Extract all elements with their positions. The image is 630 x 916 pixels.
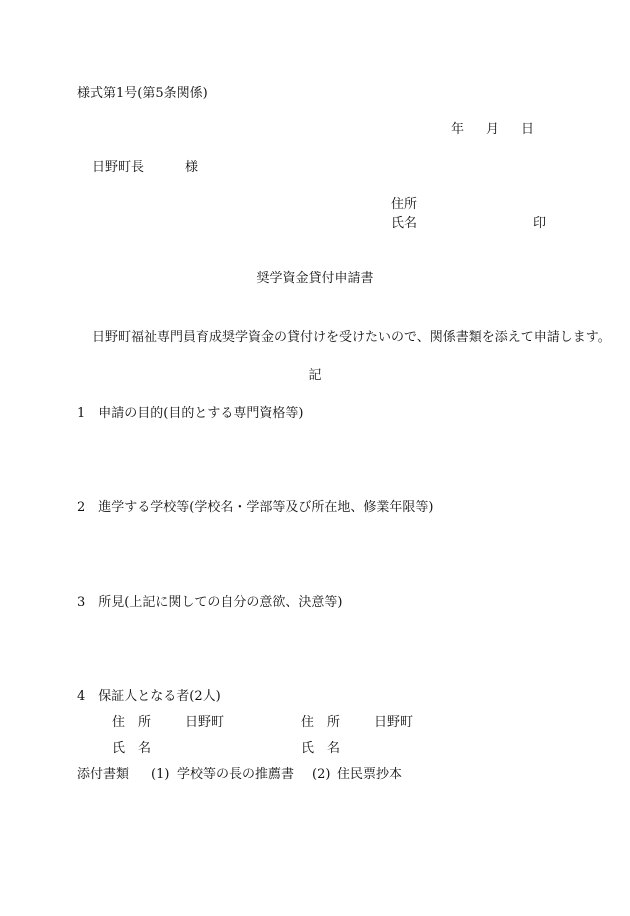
addressee-name: 日野町長	[92, 160, 145, 175]
applicant-seal-label: 印	[533, 216, 547, 231]
guarantor-1-name-label: 氏 名	[112, 741, 152, 756]
applicant-name-label: 氏名	[391, 216, 418, 231]
section-school: 2 進学する学校等(学校名・学部等及び所在地、修業年限等)	[77, 500, 434, 515]
attachment-2-text: 住民票抄本	[337, 767, 403, 782]
section-purpose: 1 申請の目的(目的とする専門資格等)	[77, 406, 304, 421]
section-opinion: 3 所見(上記に関しての自分の意欲、決意等)	[77, 595, 343, 610]
attachments-label: 添付書類	[77, 767, 130, 782]
attachment-1-number: (1)	[151, 767, 170, 782]
guarantor-1-address-label: 住 所	[112, 715, 152, 730]
application-statement: 日野町福祉専門員育成奨学資金の貸付けを受けたいので、関係書類を添えて申請します。	[92, 330, 611, 345]
date-day-label: 日	[521, 122, 535, 137]
attachment-1-text: 学校等の長の推薦書	[177, 767, 295, 782]
guarantor-1-address-value: 日野町	[185, 715, 225, 730]
document-title: 奨学資金貸付申請書	[256, 271, 374, 286]
form-number: 様式第1号(第5条関係)	[77, 86, 208, 101]
guarantor-2-address-label: 住 所	[301, 715, 341, 730]
section-guarantors: 4 保証人となる者(2人)	[77, 689, 221, 704]
guarantor-2-name-label: 氏 名	[301, 741, 341, 756]
applicant-address-label: 住所	[391, 197, 418, 212]
addressee-honorific: 様	[185, 160, 199, 175]
date-year-label: 年	[451, 122, 465, 137]
guarantor-2-address-value: 日野町	[374, 715, 414, 730]
attachment-2-number: (2)	[312, 767, 331, 782]
ki-heading: 記	[308, 368, 322, 383]
date-month-label: 月	[486, 122, 500, 137]
